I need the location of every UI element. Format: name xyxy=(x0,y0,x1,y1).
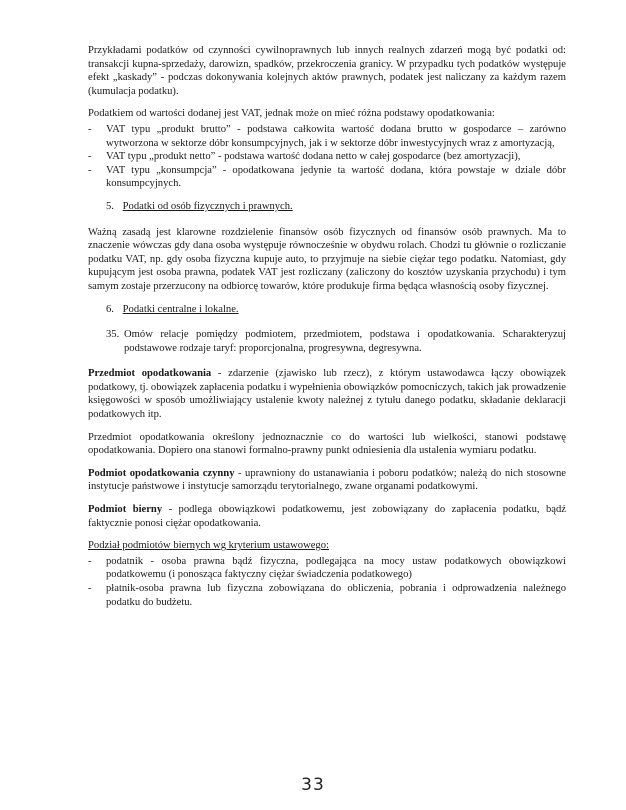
defined-term: Podmiot bierny xyxy=(88,504,163,516)
podmiot-czynny-definition xyxy=(88,467,566,494)
definition-text: - zdarzenie (zjawisko lub rzecz), z którym ustawodawca łączy obowiązek podatkowy, tj. obowiązek zapłacenia podatku i wypełnienia obowiązków pomocniczych, takich jak prowadzenie księgowości w sposób umożliwiający ustalenie kwoty należnej z tytułu danego podatku, składanie deklaracji podatkowych itp. xyxy=(88,368,566,421)
list-item: - VAT typu „produkt brutto” - podstawa całkowita wartość dodana brutto w gospodarce – zarówno wytworzona w sektorze dóbr konsumpcyjnych, jak i w sektorze dóbr inwestycyjnych wraz z amortyzacją, xyxy=(88,123,566,150)
vat-intro: Podatkiem od wartości dodanej jest VAT, jednak może on mieć różna podstawy opodatkowania: xyxy=(88,108,495,120)
list-item: - podatnik - osoba prawna bądź fizyczna, podlegająca na mocy ustaw podatkowych obowiązkowi podatkowemu (i ponosząca faktyczny ciężar świadczenia podatkowego) xyxy=(88,555,566,582)
list-item: - płatnik-osoba prawna lub fizyczna zobowiązana do obliczenia, pobrania i odprowadzenia należnego podatku do budżetu. xyxy=(88,582,566,609)
section-title: Podatki od osób fizycznych i prawnych. xyxy=(122,200,293,212)
question-text: Omów relacje pomiędzy podmiotem, przedmiotem, podstawa i opodatkowania. Scharakteryzuj podstawowe rodzaje taryf: proporcjonalna, progresywna, degresywna. xyxy=(124,329,566,354)
section-6-heading xyxy=(106,303,566,317)
section-title: Podatki centralne i lokalne. xyxy=(122,303,239,315)
page-number: 33 xyxy=(301,775,325,795)
definition-text: - podlega obowiązkowi podatkowemu, jest zobowiązany do zapłacenia podatku, bądź faktycznie ponosi ciężar opodatkowania. xyxy=(88,504,566,529)
section-5-paragraph: Ważną zasadą jest klarowne rozdzielenie finansów osób fizycznych od finansów osób prawnych. Ma to znaczenie wówczas gdy dana osoba występuje równocześnie w obydwu rolach. Chodzi tu głównie o rozliczanie podatku VAT, np. gdy osoba fizyczna kupuje auto, to przyjmuje na siebie ciężar tego podatku. Natomiast, gdy kupującym jest osoba prawna, podatek VAT jest rozliczany (zaliczony do kosztów uzyskania przychodu) i tym samym zostaje przerzucony na odbiorcę towarów, które produkuje firma będąca własnością osoby fizycznej. xyxy=(88,226,566,292)
list-item: - VAT typu „konsumpcja” - opodatkowana jedynie ta wartość dodana, która powstaje w dziale dóbr konsumpcyjnych. xyxy=(88,164,566,191)
vat-types-list xyxy=(88,123,566,191)
podzial-list xyxy=(88,555,566,609)
defined-term: Przedmiot opodatkowania xyxy=(88,368,212,380)
question-number: 35. xyxy=(106,329,120,341)
section-number: 6. xyxy=(106,303,114,315)
przedmiot-paragraph-2: Przedmiot opodatkowania określony jednoznacznie co do wartości lub wielkości, stanowi podstawę opodatkowania. Dopiero ona stanowi formalno-prawny punkt odniesienia dla ustalenia wymiaru podatku. xyxy=(88,431,566,457)
list-item: - VAT typu „produkt netto” - podstawa wartość dodana netto w całej gospodarce (bez amortyzacji), xyxy=(88,150,566,164)
przedmiot-definition xyxy=(88,367,566,421)
section-5-heading xyxy=(106,200,566,214)
podzial-heading: Podział podmiotów biernych wg kryterium ustawowego: xyxy=(88,540,329,552)
question-35 xyxy=(106,328,566,355)
intro-paragraph: Przykładami podatków od czynności cywilnoprawnych lub innych realnych zdarzeń mogą być podatki od: transakcji kupna-sprzedaży, darowizn, spadków, przekroczenia granicy. W przypadku tych podatków występuje efekt „kaskady” - podczas dokonywania kolejnych aktów prawnych, podatek jest naliczany za każdym razem (kumulacja podatku). xyxy=(88,45,566,97)
podmiot-bierny-definition xyxy=(88,503,566,530)
defined-term: Podmiot opodatkowania czynny xyxy=(88,467,235,479)
definition-text: - uprawniony do ustanawiania i poboru podatków; należą do nich stosowne instytucje państwowe i instytucje samorządu terytorialnego, zwane organami podatkowymi. xyxy=(88,467,566,493)
section-number: 5. xyxy=(106,200,114,212)
